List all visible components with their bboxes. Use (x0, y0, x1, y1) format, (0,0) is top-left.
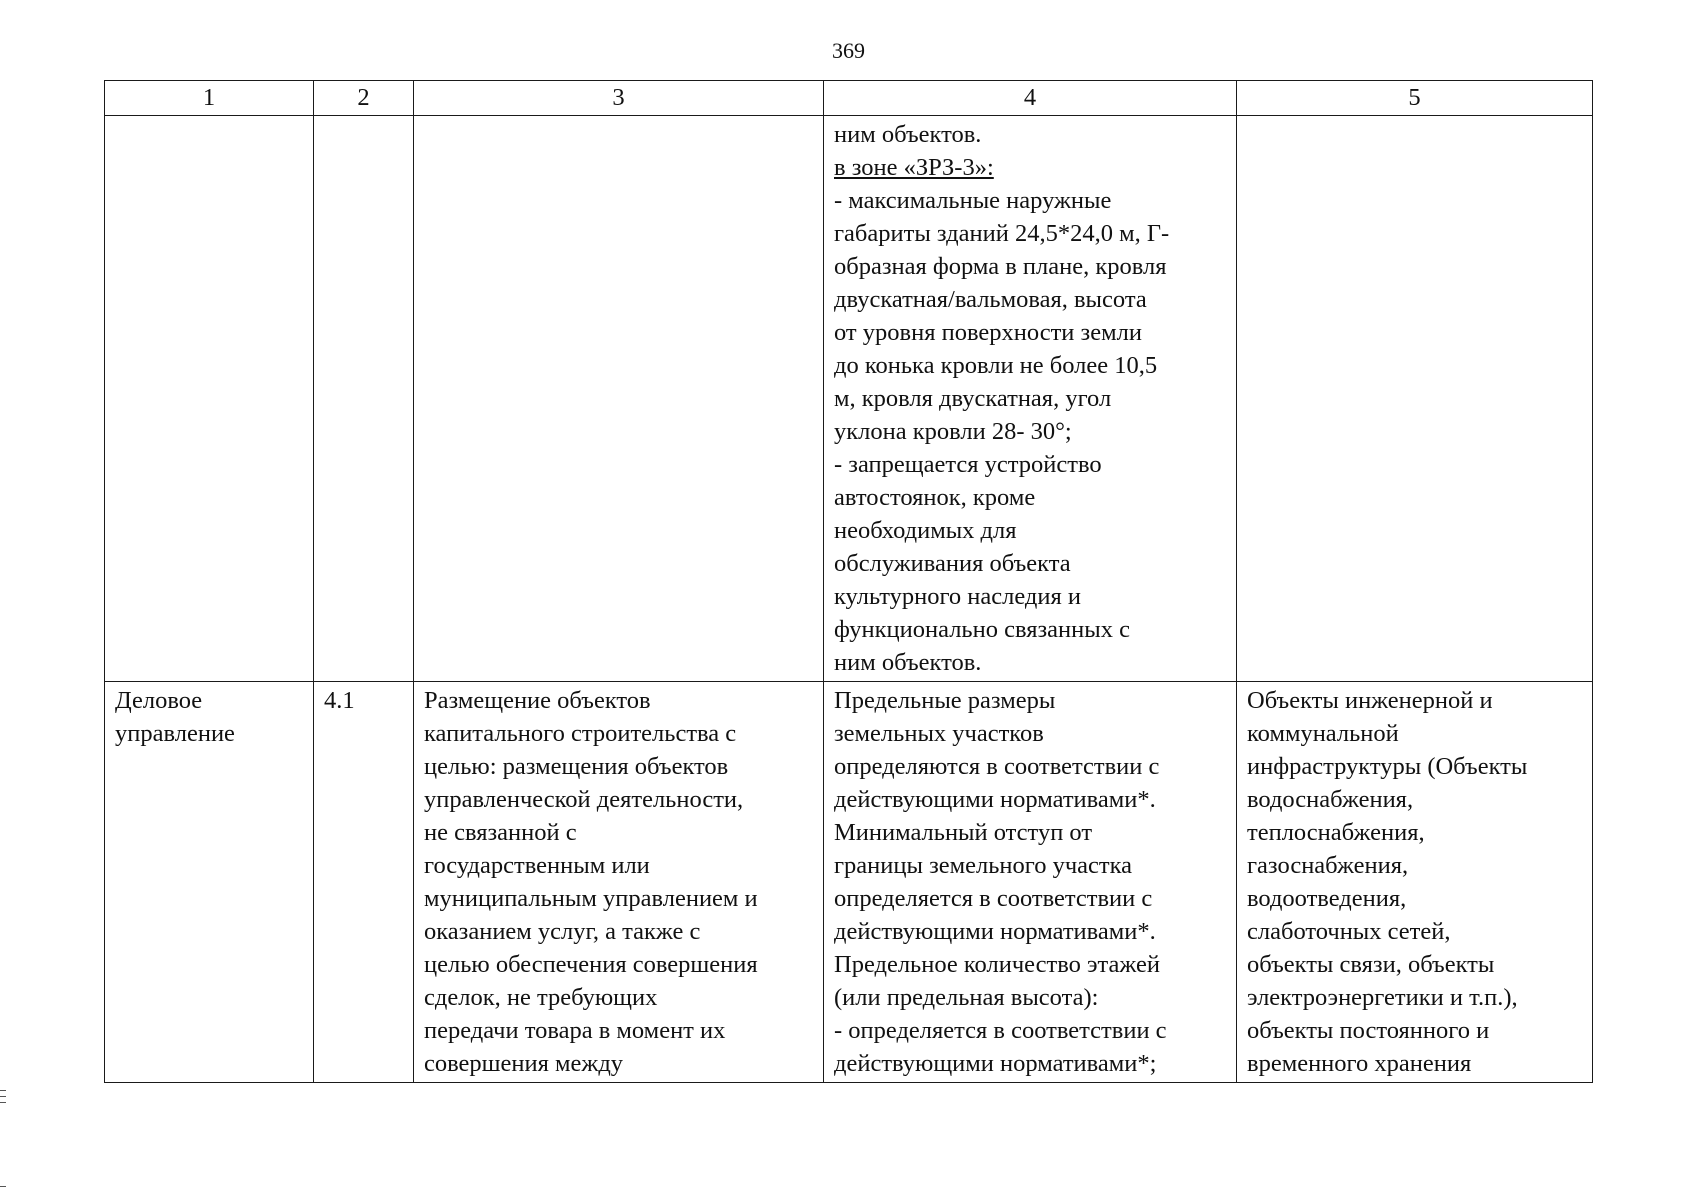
cell-text-line: Деловое (115, 687, 203, 714)
cell-permitted-use-name (105, 682, 314, 1083)
cell-text-line: до конька кровли не более 10,5 (834, 352, 1158, 379)
cell-text-line: управленческой деятельности, (424, 786, 744, 813)
cell-text-line: культурного наследия и (834, 583, 1081, 610)
page-number: 369 (832, 38, 865, 63)
cell-text-line: необходимых для (834, 517, 1017, 544)
cell-text-line: - определяется в соответствии с (834, 1017, 1167, 1044)
cell-text-line: управление (115, 720, 235, 747)
cell-text-line: государственным или (424, 852, 650, 879)
cell-text-line: границы земельного участка (834, 852, 1133, 879)
header-row (105, 81, 1593, 116)
cell-text-line: - максимальные наружные (834, 187, 1112, 214)
cell-text-line: Минимальный отступ от (834, 819, 1093, 846)
header-col-3: 3 (414, 81, 824, 116)
cell-text-line: ним объектов. (834, 121, 982, 148)
cell-text-line: в зоне «ЗРЗ-3»: (834, 154, 994, 181)
scan-edge-mark (0, 1096, 6, 1097)
cell-text-line: действующими нормативами*. (834, 918, 1156, 945)
cell-text-line: газоснабжения, (1247, 852, 1409, 879)
header-col-5: 5 (1237, 81, 1593, 116)
cell-text-line: целью обеспечения совершения (424, 951, 758, 978)
cell-text-line: ним объектов. (834, 649, 982, 676)
cell-text-line: Предельное количество этажей (834, 951, 1160, 978)
cell-text-line: от уровня поверхности земли (834, 319, 1142, 346)
cell-text-line: инфраструктуры (Объекты (1247, 753, 1528, 780)
cell-text-line: действующими нормативами*; (834, 1050, 1157, 1077)
cell-text-line: Объекты инженерной и (1247, 687, 1493, 714)
cell-text-line: действующими нормативами*. (834, 786, 1156, 813)
cell-text-line: уклона кровли 28- 30°; (834, 418, 1072, 445)
cell-text-line: передачи товара в момент их (424, 1017, 726, 1044)
continued-cell-col-4 (824, 116, 1237, 682)
cell-text-line: определяется в соответствии с (834, 885, 1153, 912)
scan-edge-mark (0, 1090, 6, 1091)
cell-text-line: (или предельная высота): (834, 984, 1099, 1011)
continued-cell-col-1 (105, 116, 314, 682)
cell-text-line: капитального строительства с (424, 720, 737, 747)
cell-text-line: двускатная/вальмовая, высота (834, 286, 1147, 313)
cell-text-line: слаботочных сетей, (1247, 918, 1451, 945)
cell-text-line: Предельные размеры (834, 687, 1056, 714)
table-row (105, 682, 1593, 1083)
cell-text-line: оказанием услуг, а также с (424, 918, 701, 945)
scan-edge-mark (0, 1186, 6, 1187)
cell-text-line: объекты связи, объекты (1247, 951, 1495, 978)
cell-text-line: земельных участков (834, 720, 1044, 747)
cell-text-line: теплоснабжения, (1247, 819, 1425, 846)
cell-text-line: электроэнергетики и т.п.), (1247, 984, 1518, 1011)
cell-text-line: габариты зданий 24,5*24,0 м, Г- (834, 220, 1170, 247)
cell-text-line: м, кровля двускатная, угол (834, 385, 1112, 412)
cell-text-line: водоснабжения, (1247, 786, 1414, 813)
cell-text-line: функционально связанных с (834, 616, 1130, 643)
cell-text-line: - запрещается устройство (834, 451, 1102, 478)
continued-cell-col-2 (314, 116, 414, 682)
cell-text-line: 4.1 (324, 687, 355, 714)
cell-text-line: не связанной с (424, 819, 577, 846)
cell-text-line: обслуживания объекта (834, 550, 1071, 577)
cell-text-line: муниципальным управлением и (424, 885, 758, 912)
continued-cell-col-3 (414, 116, 824, 682)
cell-text-line: образная форма в плане, кровля (834, 253, 1167, 280)
cell-text-line: коммунальной (1247, 720, 1399, 747)
cell-text-line: временного хранения (1247, 1050, 1472, 1077)
cell-text-line: объекты постоянного и (1247, 1017, 1490, 1044)
scan-edge-mark (0, 1102, 6, 1103)
cell-use-code (314, 682, 414, 1083)
cell-text-line: целью: размещения объектов (424, 753, 729, 780)
cell-text-line: определяются в соответствии с (834, 753, 1160, 780)
continued-row (105, 116, 1593, 682)
continued-cell-col-5 (1237, 116, 1593, 682)
cell-text-line: Размещение объектов (424, 687, 651, 714)
cell-text-line: автостоянок, кроме (834, 484, 1036, 511)
regulations-table (104, 80, 1593, 1083)
cell-text-line: совершения между (424, 1050, 624, 1077)
cell-text-line: водоотведения, (1247, 885, 1407, 912)
cell-auxiliary-uses (1237, 682, 1593, 1083)
cell-use-description (414, 682, 824, 1083)
header-col-2: 2 (314, 81, 414, 116)
header-col-4: 4 (824, 81, 1237, 116)
cell-limit-parameters (824, 682, 1237, 1083)
cell-text-line: сделок, не требующих (424, 984, 658, 1011)
header-col-1: 1 (105, 81, 314, 116)
